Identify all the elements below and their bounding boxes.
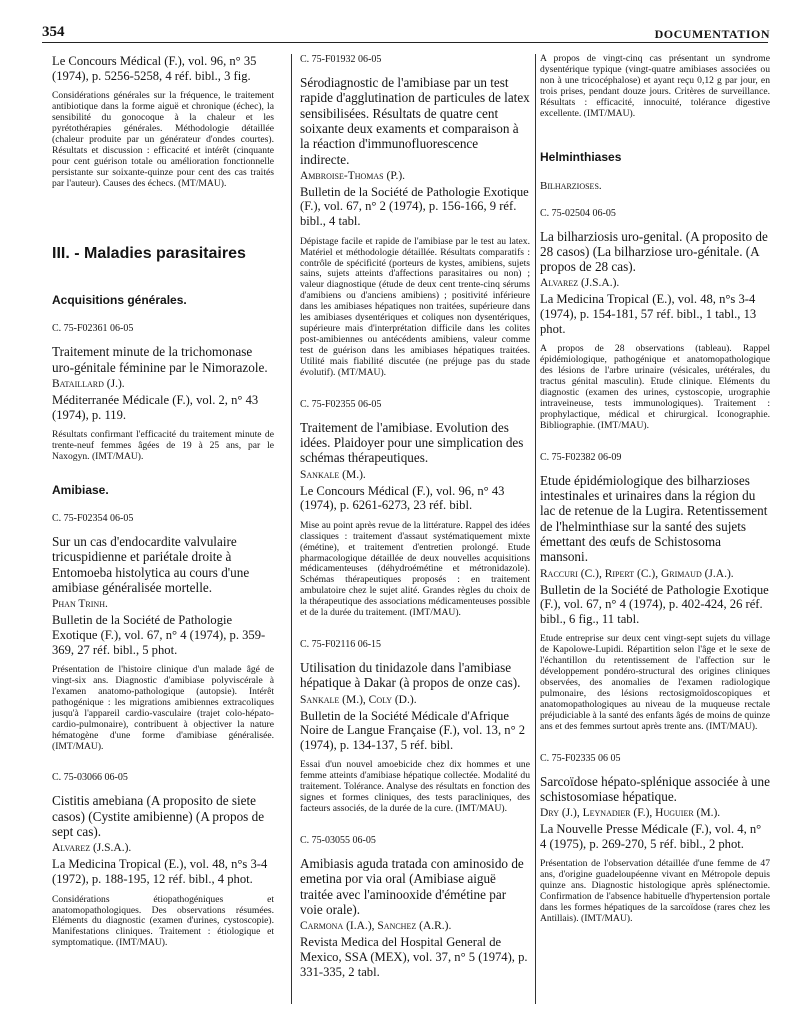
entry-title: Cistitis amebiana (A proposito de siete casos) (Cystite amibienne) (A propos de sept cas).: [52, 793, 265, 840]
entry-title: Traitement minute de la trichomonase uro-génitale féminine par le Nimorazole.: [52, 344, 268, 375]
entry-reference: C. 75-F01932 06-05: [300, 54, 382, 65]
entry-author: Alvarez (J.S.A.).: [52, 842, 132, 855]
entry-abstract: Considérations générales sur la fréquence, le traitement antibiotique dans la forme aiguë et chronique (échec), la sensibilité du gonocoque à la chaleur et les pyrétothérapies générales. Méthodologie détaillée (chaleur produite par un générateur d'ondes courtes). Résultats et discussion : efficacité et intérêt (cinquante pour cent guérison totale ou amélioration fonctionnelle persistante sur soixante-quinze pour cent des cas traités par l'auteur). Causes des échecs. (MT/MAU).: [52, 90, 274, 189]
chapter-heading: III. - Maladies parasitaires: [52, 245, 246, 263]
entry-title: Sérodiagnostic de l'amibiase par un test rapide d'agglutination de particules de latex sensibilisées. Résultats de quatre cent soixante deux examents et comparaison à la réaction d'immunofluorescence indirecte.: [300, 75, 530, 167]
entry-reference: C. 75-F02382 06-09: [540, 451, 622, 463]
entry-title: Traitement de l'amibiase. Evolution des idées. Plaidoyer pour une simplication des schémas thérapeutiques.: [300, 419, 524, 466]
subsection-heading: Bilharzioses.: [540, 179, 602, 192]
subsection-heading: Helminthiases: [540, 149, 622, 164]
subsection-heading: Amibiase.: [52, 483, 109, 498]
entry-title: La bilharziosis uro-genital. (A proposito de 28 casos) (La bilharziose uro-génitale. (A propos de 28 cas).: [540, 228, 768, 275]
entry-reference: C. 75-F02116 06-15: [300, 639, 382, 651]
entry-author: Carmona (I.A.), Sanchez (A.R.).: [300, 920, 452, 933]
entry-author: Bataillard (J.).: [52, 378, 125, 391]
entry-reference: C. 75-F02354 06-05: [52, 513, 134, 525]
entry-title: Sarcoïdose hépato-splénique associée à une schistosomiase hépatique.: [540, 773, 770, 804]
entry-author: Raccuri (C.), Ripert (C.), Grimaud (J.A.).: [540, 567, 734, 580]
entry-journal: Bulletin de la Société de Pathologie Exotique (F.), vol. 67, n° 4 (1974), p. 359-369, 27 réf. bibl., 5 phot.: [52, 613, 266, 657]
entry-journal: Le Concours Médical (F.), vol. 96, n° 43 (1974), p. 6261-6273, 23 réf. bibl.: [300, 483, 505, 513]
entry-abstract: Résultats confirmant l'efficacité du traitement minute de trente-neuf femmes âgées de 19 à 25 ans, par le Naxogyn. (IMT/MAU).: [52, 429, 274, 463]
entry-journal: Bulletin de la Société de Pathologie Exotique (F.), vol. 67, n° 2 (1974), p. 156-166, 9 réf. bibl., 4 tabl.: [300, 184, 529, 229]
entry-author: Sankale (M.).: [300, 468, 366, 481]
entry-journal: Bulletin de la Société de Pathologie Exotique (F.), vol. 67, n° 4 (1974), p. 402-424, 26 réf. bibl., 6 fig., 11 tabl.: [540, 582, 769, 626]
bibliography-entry: [540, 208, 770, 432]
entry-author: Phan Trinh.: [52, 598, 108, 611]
entry-abstract: Considérations étiopathogéniques et anatomopathologiques. Des observations résumées. Eléments du diagnostic (examen d'urines, cystoscopie). Manifestations cliniques. Traitement : étiologique et symptomatique. (IMT/MAU).: [52, 893, 274, 949]
entry-reference: C. 75-F02361 06-05: [52, 323, 134, 335]
entry-journal: La Nouvelle Presse Médicale (F.), vol. 4, n° 4 (1975), p. 269-270, 5 réf. bibl., 2 phot.: [540, 822, 762, 851]
entry-journal: Méditerranée Médicale (F.), vol. 2, n° 43 (1974), p. 119.: [52, 393, 259, 422]
column-2: [300, 54, 530, 1004]
entry-reference: C. 75-02504 06-05: [540, 207, 616, 219]
entry-author: Dry (J.), Leynadier (F.), Huguier (M.).: [540, 807, 721, 820]
bibliography-entry: [300, 399, 530, 619]
entry-journal: La Medicina Tropical (E.), vol. 48, n°s 3-4 (1974), p. 154-181, 57 réf. bibl., 1 tabl., 13 phot.: [540, 292, 757, 336]
column-1: [52, 54, 274, 1004]
entry-abstract: A propos de vingt-cinq cas présentant un syndrome dysentérique typique (vingt-quatre amibiases associées ou non à une tricocéphalose) et ayant reçu 0,12 g par jour, en trois prises, pendant douze jours. Critères de surveillance. Résultats : efficacité, innocuité, tolérance digestive excellente. (IMT/MAU).: [540, 54, 770, 119]
entry-author: Ambroise-Thomas (P.).: [300, 169, 406, 182]
entry-abstract: Dépistage facile et rapide de l'amibiase par le test au latex. Matériel et méthodologie détaillée. Résultats comparatifs : contrôle de spécificité (porteurs de kystes, amibiens, sujets sains, sujets atteints d'affections parasitaires ou non) ; valeur diagnostique (étude de deux cent trente-cinq sérums d'amibiens ou d'anciens amibiens) ; positivité inférieure dans les amibiases hépatiques non traitées, supérieure dans les amibiases dysentériques et coliques non dysentériques, supérieure mais d'interprétation difficile dans les colites post-amibiennes ou antécédents amibiens, valeur comme test de guérison dans les amibiases hépatiques traitées. Utilité mais fiabilité discutée (ne préjuge pas du stade évolutif). (MT/MAU).: [300, 235, 530, 378]
entry-abstract: Essai d'un nouvel amoebicide chez dix hommes et une femme atteints d'amibiase hépatique collectée. Modalité du traitement. Tolérance. Analyse des résultats en fonction des signes et formes cliniques, des tests paracliniques, des facteurs associés, de la durée de la cure. (IMT/MAU).: [300, 759, 530, 815]
entry-abstract: Présentation de l'histoire clinique d'un malade âgé de vingt-six ans. Diagnostic d'amibiase polyviscérale à l'examen anatomo-pathologique (autopsie). Intérêt pathogénique : les migrations amibiennes extracoliques jusqu'à l'appareil cardio-vasculaire (trajet colo-hépato-cardio-pulmonaire), contribuent à objectiver la nature hématogène d'une forme d'amibiase généralisée. (IMT/MAU).: [52, 664, 274, 752]
entry-title: Sur un cas d'endocardite valvulaire tricuspidienne et pariétale droite à Entomoeba histolytica au cours d'une amibiase généralisée mortelle.: [52, 534, 250, 595]
entry-reference: C. 75-F02335 06 05: [540, 752, 621, 764]
bibliography-entry: [300, 639, 530, 815]
entry-journal: Bulletin de la Société Médicale d'Afrique Noire de Langue Française (F.), vol. 13, n° 2 (1974), p. 134-137, 5 réf. bibl.: [300, 708, 526, 752]
entry-journal: Revista Medica del Hospital General de Mexico, SSA (MEX), vol. 37, n° 5 (1974), p. 331-335, 2 tabl.: [300, 935, 528, 979]
entry-abstract: A propos de 28 observations (tableau). Rappel épidémiologique, pathogénique et anatomopathologique des lésions de l'arbre urinaire (vésicales, urétérales, du tractus génital masculin). Etude clinique. Eléments du diagnostic (examen des urines, cystoscopie, urographie intraveineuse, tests immunologiques). Traitement : prophylactique, médical et chirurgical. Iconographie. Bibliographie. (IMT/MAU).: [540, 343, 770, 431]
entry-title: Utilisation du tinidazole dans l'amibiase hépatique à Dakar (à propos de onze cas).: [300, 660, 521, 691]
entry-reference: C. 75-F02355 06-05: [300, 398, 382, 410]
entry-reference: C. 75-03055 06-05: [300, 835, 376, 847]
page-number: 354: [42, 24, 65, 40]
bibliography-entry: [300, 54, 530, 379]
bibliography-entry: [540, 452, 770, 733]
entry-reference: C. 75-03066 06-05: [52, 772, 128, 784]
entry-abstract: Présentation de l'observation détaillée d'une femme de 47 ans, d'origine guadeloupéenne vivant en Métropole depuis quinze ans. Diagnostic histologique après splénectomie. Confirmation de l'absence habituelle d'hypertension portale dans les formes hépatiques de la sarcoïdose (rares chez les Antillais). (IMT/MAU).: [540, 858, 770, 924]
section-header: DOCUMENTATION: [654, 27, 770, 41]
entry-author: Sankale (M.), Coly (D.).: [300, 693, 417, 706]
subsection-heading: Acquisitions générales.: [52, 293, 187, 308]
entry-journal: La Medicina Tropical (E.), vol. 48, n°s 3-4 (1972), p. 188-195, 12 réf. bibl., 4 phot.: [52, 857, 268, 886]
bibliography-entry: [52, 513, 274, 752]
bibliography-entry: [52, 323, 274, 463]
bibliography-entry: [300, 835, 530, 979]
header-rule: [42, 42, 768, 43]
column-divider: [291, 54, 292, 1004]
column-divider: [535, 54, 536, 1004]
entry-abstract: Etude entreprise sur deux cent vingt-sept sujets du village de Kapolowe-Lupidi. Répartition selon l'âge et le sexe de l'échantillon du retentissement de l'affection sur le développement pondéro-structural des origines cliniques observées, des anomalies de l'examen radiologique pulmonaire, des lésions rectosigmoïdoscopiques et anatomopathologiques au niveau de la muqueuse rectale préjudiciable à la santé des enfants âgés de moins de quinze ans et des femmes surtout après trente ans. (IMT/MAU).: [540, 633, 770, 732]
entry-abstract: Mise au point après revue de la littérature. Rappel des idées classiques : traitement d'assaut systématiquement mixte (émétine), et traitement d'entretien prolongé. Etude pharmacologique détaillée de deux nouvelles acquisitions médicamenteuses (déhydroémétine et métronidazole). Schémas thérapeutiques proposés : en traitement ambulatoire chez le sujet alité. Grandes règles du choix de la thérapeutique des associations médicamenteuses possible et de la durée du traitement. (IMT/MAU).: [300, 519, 530, 619]
bibliography-entry: [540, 753, 770, 925]
entry-title: Amibiasis aguda tratada con aminosido de emetina por via oral (Amibiase aiguë traitée avec l'aminooxide d'émétine par voie orale).: [300, 856, 524, 918]
entry-author: Alvarez (J.S.A.).: [540, 277, 620, 290]
entry-journal: Le Concours Médical (F.), vol. 96, n° 35 (1974), p. 5256-5258, 4 réf. bibl., 3 fig.: [52, 54, 257, 83]
column-3: [540, 54, 770, 1004]
entry-title: Etude épidémiologique des bilharzioses intestinales et urinaires dans la région du lac de retenue de la Lugira. Retentissement de l'helminthiase sur la santé des sujets émettant des œufs de Schistosoma mansoni.: [540, 472, 768, 565]
bibliography-entry: [52, 772, 274, 949]
